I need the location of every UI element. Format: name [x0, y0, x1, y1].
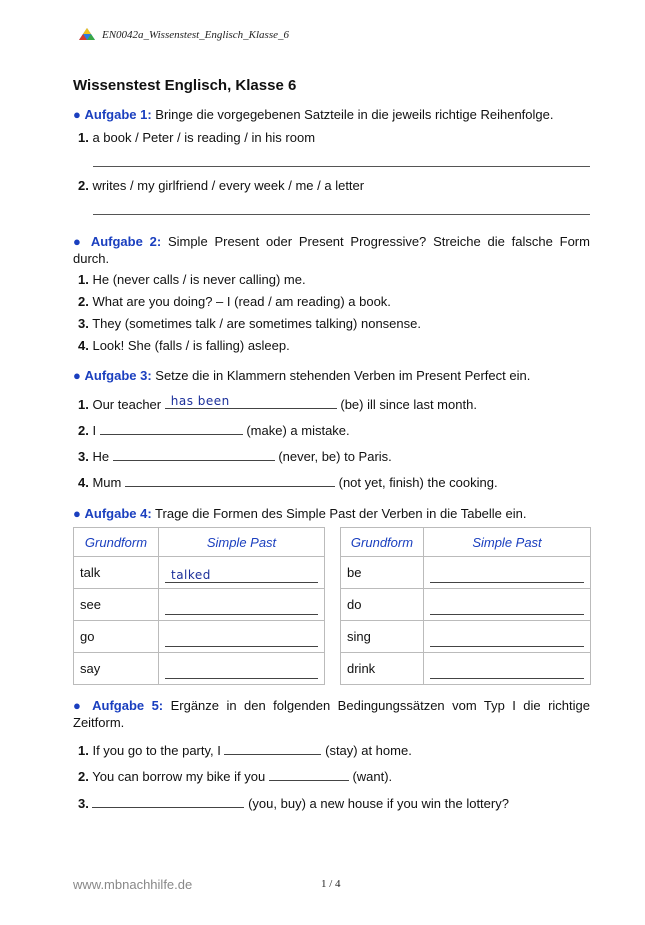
- task-4-instruction: ● Aufgabe 4: Trage die Formen des Simple Past der Verben in die Tabelle ein.: [73, 506, 527, 521]
- task-5-item: 2. You can borrow my bike if you (want).: [78, 769, 393, 784]
- verb-table-right: [340, 527, 591, 685]
- table-row: [341, 557, 591, 589]
- table-row: [74, 589, 325, 621]
- answer-blank[interactable]: [165, 395, 337, 409]
- task-3-item: 2. I (make) a mistake.: [78, 423, 350, 438]
- answer-blank[interactable]: [269, 767, 349, 781]
- task-2-item: 3. They (sometimes talk / are sometimes talking) nonsense.: [78, 316, 421, 331]
- task-2-instruction: ● Aufgabe 2: Simple Present oder Present Progressive? Streiche die falsche Form durch.: [73, 234, 590, 266]
- mbnachhilfe-logo-icon: [78, 27, 96, 41]
- task-1-item: 1. a book / Peter / is reading / in his room: [78, 130, 316, 145]
- table-row: [74, 653, 325, 685]
- task-3-item: 3. He (never, be) to Paris.: [78, 449, 392, 464]
- answer-blank[interactable]: [430, 568, 584, 583]
- answer-blank[interactable]: [165, 632, 318, 647]
- task-5-label: Aufgabe 5:: [92, 698, 164, 713]
- task-2-item: 1. He (never calls / is never calling) me.: [78, 272, 306, 287]
- task-1-item: 2. writes / my girlfriend / every week / me / a letter: [78, 178, 365, 193]
- verb-cell: sing: [341, 621, 424, 653]
- task-5-item: 3. (you, buy) a new house if you win the lottery?: [78, 796, 509, 811]
- answer-line[interactable]: [93, 166, 590, 167]
- verb-cell: do: [341, 589, 424, 621]
- task-3-instruction: ● Aufgabe 3: Setze die in Klammern stehenden Verben im Present Perfect ein.: [73, 368, 531, 383]
- task-2-label: Aufgabe 2:: [90, 234, 162, 249]
- task-3-item: 1. Our teacher has been (be) ill since last month.: [78, 394, 477, 412]
- table-row: [74, 557, 325, 589]
- task-1-label: Aufgabe 1:: [84, 107, 152, 122]
- table-row: [74, 621, 325, 653]
- table-row: [341, 653, 591, 685]
- page-title: Wissenstest Englisch, Klasse 6: [73, 77, 297, 94]
- answer-line[interactable]: [93, 214, 590, 215]
- answer-blank[interactable]: [165, 568, 318, 583]
- task-3-item: 4. Mum (not yet, finish) the cooking.: [78, 475, 498, 490]
- answer-blank[interactable]: [165, 664, 318, 679]
- verb-cell: be: [341, 557, 424, 589]
- column-header-base-form: Grundform: [341, 528, 424, 557]
- task-4-label: Aufgabe 4:: [84, 506, 152, 521]
- verb-cell: see: [74, 589, 159, 621]
- column-header-simple-past: Simple Past: [159, 528, 325, 557]
- verb-table-left: [73, 527, 325, 685]
- answer-blank[interactable]: [224, 741, 321, 755]
- footer-url[interactable]: www.mbnachhilfe.de: [73, 877, 193, 892]
- answer-blank[interactable]: [100, 421, 243, 435]
- column-header-base-form: Grundform: [74, 528, 159, 557]
- verb-cell: drink: [341, 653, 424, 685]
- answer-blank[interactable]: [125, 473, 335, 487]
- page-number: 1 / 4: [321, 878, 341, 890]
- answer-blank[interactable]: [430, 632, 584, 647]
- handwritten-answer: has been: [170, 394, 230, 408]
- table-row: [341, 621, 591, 653]
- task-1-instruction: ● Aufgabe 1: Bringe die vorgegebenen Satzteile in die jeweils richtige Reihenfolge.: [73, 107, 554, 122]
- answer-blank[interactable]: [430, 664, 584, 679]
- document-id: EN0042a_Wissenstest_Englisch_Klasse_6: [102, 29, 289, 41]
- task-5-item: 1. If you go to the party, I (stay) at home.: [78, 743, 412, 758]
- answer-blank[interactable]: [113, 447, 275, 461]
- answer-blank[interactable]: [92, 794, 244, 808]
- verb-cell: talk: [74, 557, 159, 589]
- task-2-item: 4. Look! She (falls / is falling) asleep.: [78, 338, 290, 353]
- task-5-instruction: ● Aufgabe 5: Ergänze in den folgenden Bedingungssätzen vom Typ I die richtige Zeitform.: [73, 698, 590, 730]
- table-row: [341, 589, 591, 621]
- verb-cell: go: [74, 621, 159, 653]
- column-header-simple-past: Simple Past: [424, 528, 591, 557]
- task-2-item: 2. What are you doing? – I (read / am reading) a book.: [78, 294, 391, 309]
- verb-cell: say: [74, 653, 159, 685]
- answer-blank[interactable]: [165, 600, 318, 615]
- answer-blank[interactable]: [430, 600, 584, 615]
- task-3-label: Aufgabe 3:: [84, 368, 152, 383]
- handwritten-answer: talked: [171, 568, 211, 582]
